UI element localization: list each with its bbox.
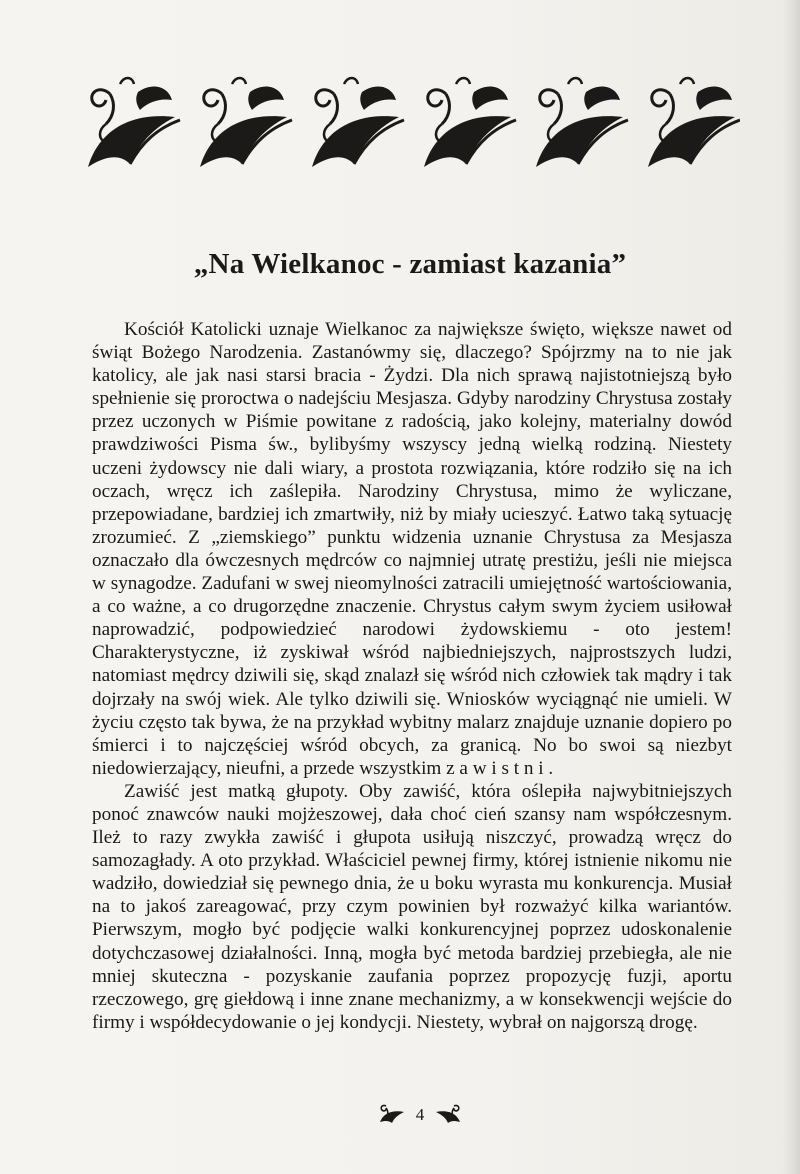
article-body <box>92 318 732 1034</box>
decorative-ornament-border-icon <box>80 72 740 182</box>
page-number: 4 <box>415 1104 425 1124</box>
page-footer <box>360 1100 480 1128</box>
left-flourish-icon <box>378 1102 412 1126</box>
article-paragraph-1: Kościół Katolicki uznaje Wielkanoc za największe święto, większe nawet od świąt Bożego Narodzenia. Zastanówmy się, dlaczego? Spójrzmy na to nie jak katolicy, ale jak nasi starsi bracia - Żydzi. Dla nich sprawą najistotniejszą było spełnienie się proroctwa o nadejściu Mesjasza. Gdyby narodziny Chrystusa zostały przez uczonych w Piśmie powitane z radością, jako kolejny, materialny dowód prawdziwości Pisma św., bylibyśmy wszyscy jedną wielką rodziną. Niestety uczeni żydowscy nie dali wiary, a prostota rozwiązania, które rodziło się na ich oczach, wręcz ich zaślepiła. Narodziny Chrystusa, mimo że wyliczane, przepowiadane, bardziej ich zmartwiły, niż by miały ucieszyć. Łatwo taką sytuację zrozumieć. Z „ziemskiego” punktu widzenia uznanie Chrystusa za Mesjasza oznaczało dla ówczesnych mędrców co najmniej utratę prestiżu, jeśli nie miejsca w synagodze. Zadufani w swej nieomylności zatracili umiejętność wartościowania, a co ważne, a co drugorzędne znaczenie. Chrystus całym swym życiem usiłował naprowadzić, podpowiedzieć narodowi żydowskiemu - oto jestem! Charakterystyczne, iż zyskiwał wśród najbiedniejszych, najprostszych ludzi, natomiast mędrcy dziwili się, skąd znalazł się wśród nich człowiek tak mądry i tak dojrzały na swój wiek. Ale tylko dziwili się. Wniosków wyciągnąć nie umieli. W życiu często tak bywa, że na przykład wybitny malarz znajduje uznanie dopiero po śmierci i to najczęściej wśród obcych, za granicą. No bo swoi są niezbyt niedowierzający, nieufni, a przede wszystkim z a w i s t n i . <box>92 319 732 779</box>
right-flourish-icon <box>428 1102 462 1126</box>
page-spine-shadow <box>782 0 800 1174</box>
article-title: „Na Wielkanoc - zamiast kazania” <box>193 248 627 280</box>
article-paragraph-2: Zawiść jest matką głupoty. Oby zawiść, która oślepiła najwybitniejszych ponoć znawców nauki mojżeszowej, dała choć cień szansy nam współczesnym. Ileż to razy zwykła zawiść i głupota usiłują niszczyć, prowadzą wręcz do samozagłady. A oto przykład. Właściciel pewnej firmy, której istnienie nikomu nie wadziło, dowiedział się pewnego dnia, że u boku wyrasta mu konkurencja. Musiał na to jakoś zareagować, przy czym powinien był rozważyć kilka wariantów. Pierwszym, mogło być podjęcie walki konkurencyjnej poprzez udoskonalenie dotychczasowej działalności. Inną, mogła być metoda bardziej przebiegła, ale nie mniej skuteczna - pozyskanie zaufania poprzez propozycję fuzji, aportu rzeczowego, grę giełdową i inne znane mechanizmy, a w konsekwencji wejście do firmy i współdecydowanie o jej kondycji. Niestety, wybrał on najgorszą drogę. <box>92 780 732 1033</box>
